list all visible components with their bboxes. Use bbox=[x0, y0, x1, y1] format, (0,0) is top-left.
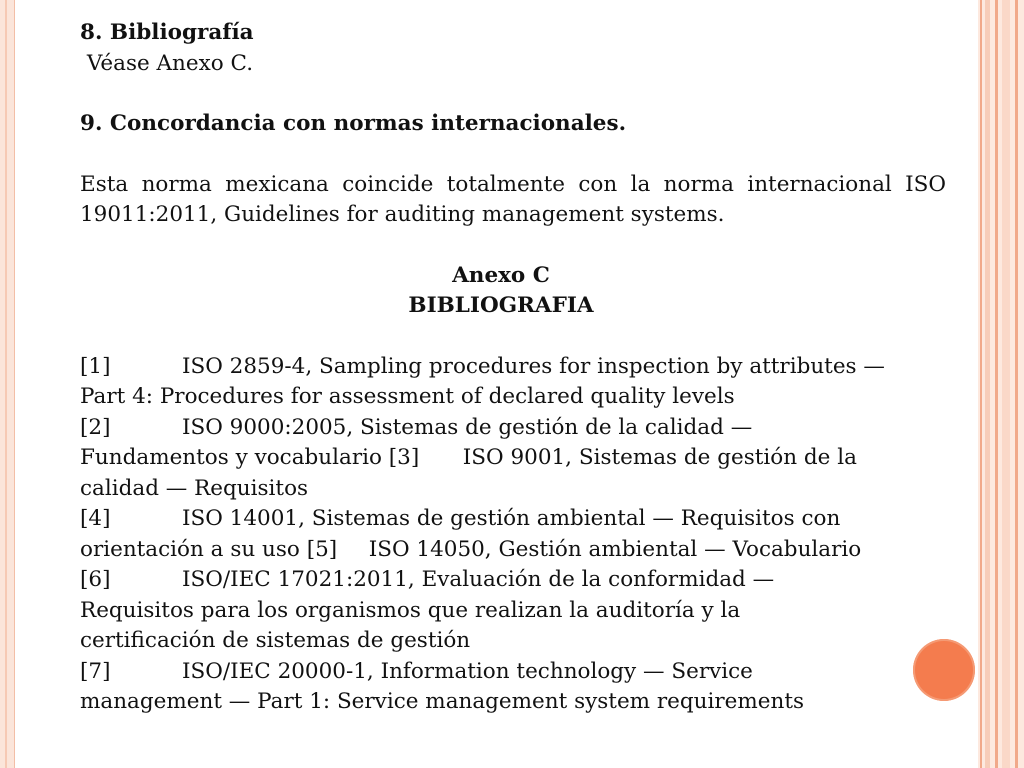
reference-line: [1] ISO 2859-4, Sampling procedures for inspection by attributes — bbox=[80, 353, 885, 379]
border-stripe bbox=[980, 0, 982, 768]
border-stripe bbox=[985, 0, 990, 768]
left-decorative-border bbox=[0, 0, 15, 768]
reference-line: Part 4: Procedures for assessment of declared quality levels bbox=[80, 384, 735, 409]
reference-line: Requisitos para los organismos que realizan la auditoría y la bbox=[80, 597, 741, 623]
border-stripe bbox=[995, 0, 998, 768]
section-8-body: Véase Anexo C. bbox=[86, 50, 254, 76]
section-9-body: Esta norma mexicana coincide totalmente con la norma internacional ISO 19011:2011, Guidelines for auditing management systems. bbox=[80, 171, 946, 227]
section-9-heading: 9. Concordancia con normas internacionales. bbox=[80, 111, 627, 136]
annex-title: BIBLIOGRAFIA bbox=[408, 293, 594, 318]
slide-content bbox=[80, 18, 946, 718]
reference-line: calidad — Requisitos bbox=[80, 475, 309, 501]
reference-line: Fundamentos y vocabulario [3] ISO 9001, Sistemas de gestión de la bbox=[80, 445, 857, 470]
border-stripe bbox=[1015, 0, 1018, 768]
section-8-heading: 8. Bibliografía bbox=[80, 20, 254, 45]
reference-line: [6] ISO/IEC 17021:2011, Evaluación de la conformidad — bbox=[80, 567, 775, 592]
reference-line: [7] ISO/IEC 20000-1, Information technology — Service bbox=[80, 658, 753, 684]
reference-line: certificación de sistemas de gestión bbox=[80, 628, 471, 653]
reference-line: [4] ISO 14001, Sistemas de gestión ambiental — Requisitos con bbox=[80, 506, 841, 531]
reference-line: [2] ISO 9000:2005, Sistemas de gestión de la calidad — bbox=[80, 414, 753, 440]
reference-line: management — Part 1: Service management system requirements bbox=[80, 689, 805, 714]
reference-line: orientación a su uso [5] ISO 14050, Gestión ambiental — Vocabulario bbox=[80, 536, 862, 562]
annex-label: Anexo C bbox=[452, 262, 550, 288]
reference-list bbox=[80, 352, 946, 718]
right-decorative-border bbox=[978, 0, 1024, 768]
border-stripe bbox=[1002, 0, 1010, 768]
